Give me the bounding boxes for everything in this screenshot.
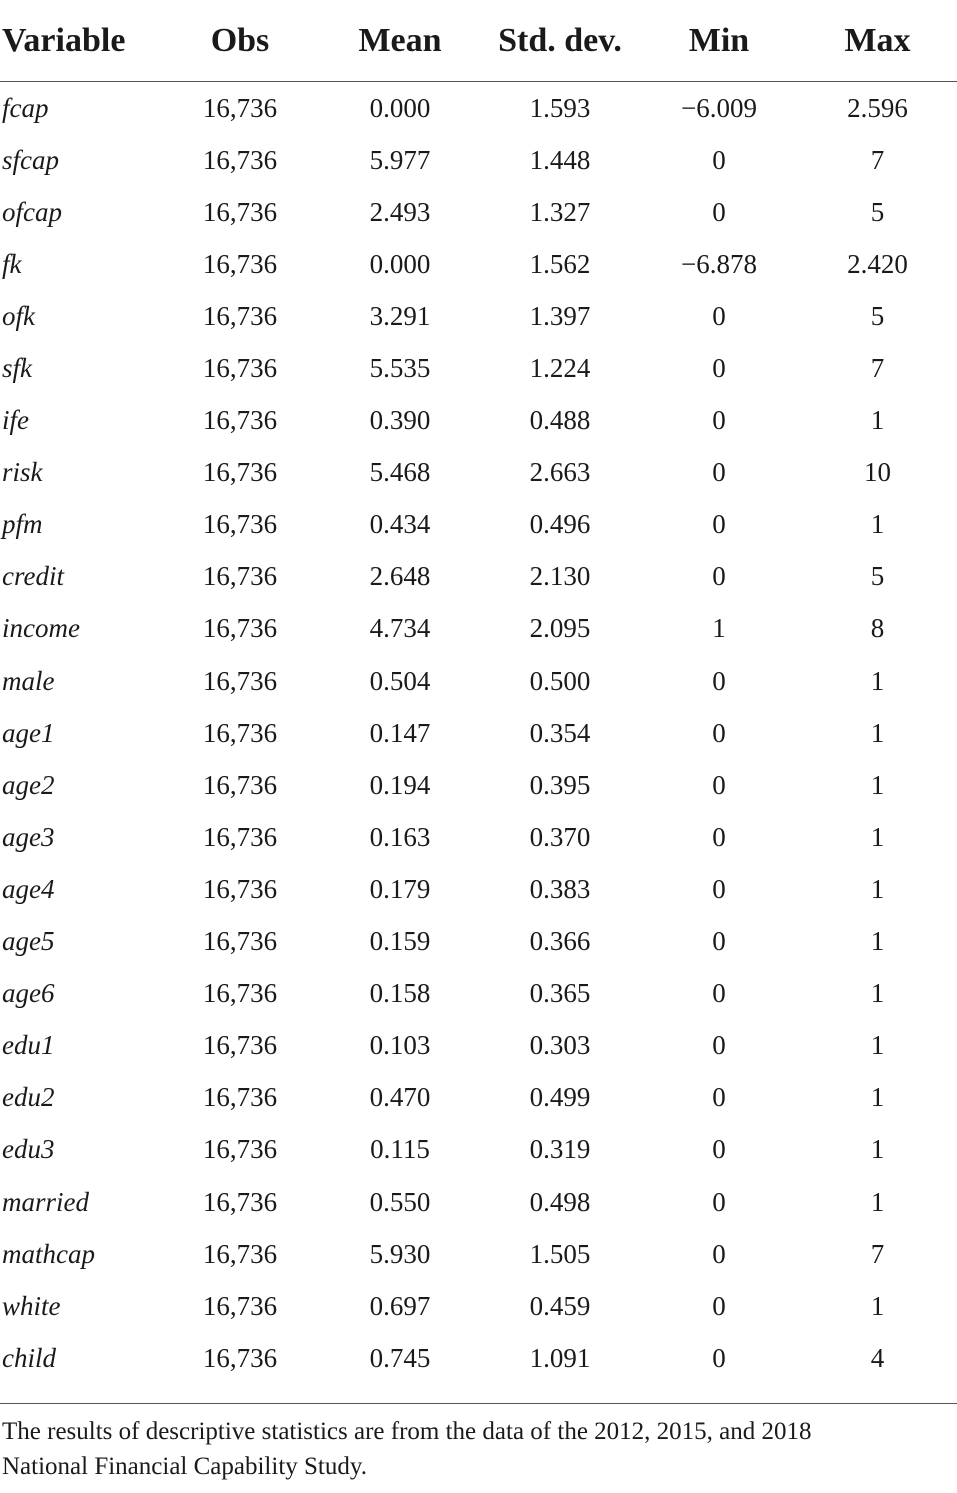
cell-mean: 0.697 (369, 1290, 431, 1321)
cell-std-dev: 0.499 (529, 1082, 591, 1113)
cell-variable: male (2, 665, 55, 696)
cell-variable: fcap (2, 92, 49, 123)
cell-obs: 16,736 (202, 405, 278, 436)
cell-variable: ofcap (2, 196, 62, 227)
table-row (0, 186, 957, 238)
column-header-std-dev: Std. dev. (480, 0, 640, 82)
cell-obs: 16,736 (202, 978, 278, 1009)
cell-min: 0 (712, 769, 726, 800)
cell-mean: 0.159 (369, 926, 431, 957)
table-row (0, 1280, 957, 1332)
cell-max: 1 (870, 405, 885, 436)
cell-std-dev: 0.500 (529, 665, 591, 696)
cell-min: 0 (712, 1342, 726, 1373)
cell-obs: 16,736 (202, 1290, 278, 1321)
cell-obs: 16,736 (202, 1238, 278, 1269)
table-row (0, 395, 957, 447)
cell-variable: age6 (2, 978, 55, 1009)
cell-obs: 16,736 (202, 926, 278, 957)
cell-min: 0 (712, 1030, 726, 1061)
cell-obs: 16,736 (202, 248, 278, 279)
cell-variable: age4 (2, 873, 55, 904)
cell-obs: 16,736 (202, 353, 278, 384)
cell-obs: 16,736 (202, 1082, 278, 1113)
cell-mean: 5.977 (369, 144, 431, 175)
cell-min: 0 (712, 561, 726, 592)
cell-variable: sfk (2, 353, 32, 384)
table-row (0, 1332, 957, 1384)
cell-obs: 16,736 (202, 613, 278, 644)
cell-max: 7 (870, 144, 885, 175)
cell-mean: 5.468 (369, 457, 431, 488)
cell-std-dev: 1.224 (529, 353, 591, 384)
column-header-min: Min (640, 0, 798, 82)
cell-std-dev: 0.354 (529, 717, 591, 748)
column-header-max: Max (798, 0, 957, 82)
cell-obs: 16,736 (202, 300, 278, 331)
cell-obs: 16,736 (202, 717, 278, 748)
cell-variable: edu1 (2, 1030, 55, 1061)
table-row (0, 759, 957, 811)
cell-variable: white (2, 1290, 61, 1321)
cell-obs: 16,736 (202, 1186, 278, 1217)
cell-std-dev: 0.370 (529, 821, 591, 852)
cell-min: −6.878 (681, 248, 757, 279)
cell-obs: 16,736 (202, 1134, 278, 1165)
cell-variable: mathcap (2, 1238, 95, 1269)
column-header-mean: Mean (320, 0, 480, 82)
table-row (0, 82, 957, 135)
cell-max: 5 (870, 196, 885, 227)
cell-obs: 16,736 (202, 561, 278, 592)
cell-variable: age5 (2, 926, 55, 957)
cell-mean: 0.000 (369, 248, 431, 279)
cell-std-dev: 0.459 (529, 1290, 591, 1321)
cell-variable: sfcap (2, 144, 59, 175)
cell-max: 7 (870, 1238, 885, 1269)
cell-min: 0 (712, 144, 726, 175)
cell-mean: 0.115 (370, 1134, 430, 1165)
cell-min: 0 (712, 457, 726, 488)
table-row (0, 342, 957, 394)
cell-std-dev: 0.488 (529, 405, 591, 436)
cell-max: 2.596 (847, 92, 908, 123)
cell-min: 0 (712, 300, 726, 331)
cell-std-dev: 2.663 (529, 457, 591, 488)
cell-mean: 4.734 (369, 613, 431, 644)
table-row (0, 290, 957, 342)
cell-max: 8 (870, 613, 885, 644)
table-row (0, 1072, 957, 1124)
cell-std-dev: 0.319 (529, 1134, 591, 1165)
table-row (0, 863, 957, 915)
cell-mean: 0.434 (369, 509, 431, 540)
cell-obs: 16,736 (202, 144, 278, 175)
table-row (0, 916, 957, 968)
cell-max: 10 (864, 457, 891, 488)
cell-max: 1 (870, 873, 885, 904)
table-row (0, 707, 957, 759)
cell-variable: ofk (2, 300, 35, 331)
cell-max: 1 (870, 1082, 885, 1113)
cell-mean: 0.179 (369, 873, 431, 904)
cell-min: 0 (712, 665, 726, 696)
column-header-variable: Variable (0, 0, 160, 82)
cell-obs: 16,736 (202, 92, 278, 123)
cell-obs: 16,736 (202, 509, 278, 540)
table-bottom-rule (0, 1403, 957, 1404)
table-row (0, 1124, 957, 1176)
cell-std-dev: 1.397 (529, 300, 591, 331)
cell-obs: 16,736 (202, 457, 278, 488)
cell-std-dev: 1.091 (529, 1342, 591, 1373)
table-row (0, 1020, 957, 1072)
cell-std-dev: 1.448 (529, 144, 591, 175)
cell-obs: 16,736 (202, 196, 278, 227)
cell-std-dev: 1.562 (529, 248, 591, 279)
cell-max: 5 (870, 561, 885, 592)
cell-obs: 16,736 (202, 665, 278, 696)
cell-std-dev: 0.395 (529, 769, 591, 800)
cell-mean: 0.470 (369, 1082, 431, 1113)
cell-mean: 0.147 (369, 717, 431, 748)
cell-max: 5 (870, 300, 885, 331)
cell-mean: 0.745 (369, 1342, 431, 1373)
cell-max: 7 (870, 353, 885, 384)
cell-max: 1 (870, 821, 885, 852)
cell-min: 0 (712, 1134, 726, 1165)
table-body (0, 82, 957, 1385)
cell-mean: 0.000 (369, 92, 431, 123)
cell-obs: 16,736 (202, 1342, 278, 1373)
cell-std-dev: 0.496 (529, 509, 591, 540)
cell-std-dev: 1.505 (529, 1238, 591, 1269)
cell-max: 1 (870, 509, 885, 540)
cell-variable: edu2 (2, 1082, 55, 1113)
cell-min: 0 (712, 717, 726, 748)
cell-max: 1 (870, 717, 885, 748)
table-row (0, 447, 957, 499)
table-header (0, 0, 957, 82)
cell-std-dev: 2.130 (529, 561, 591, 592)
cell-min: 0 (712, 821, 726, 852)
cell-mean: 0.390 (369, 405, 431, 436)
cell-max: 1 (870, 665, 885, 696)
table-row (0, 499, 957, 551)
cell-mean: 5.535 (369, 353, 431, 384)
cell-variable: age1 (2, 717, 55, 748)
cell-variable: risk (2, 457, 43, 488)
cell-obs: 16,736 (202, 1030, 278, 1061)
cell-max: 1 (870, 926, 885, 957)
cell-obs: 16,736 (202, 769, 278, 800)
cell-mean: 0.550 (369, 1186, 431, 1217)
cell-variable: fk (2, 248, 22, 279)
cell-min: 0 (712, 509, 726, 540)
cell-max: 1 (870, 1134, 885, 1165)
cell-mean: 3.291 (369, 300, 431, 331)
table-row (0, 811, 957, 863)
cell-mean: 2.648 (369, 561, 431, 592)
cell-max: 1 (870, 978, 885, 1009)
cell-std-dev: 0.365 (529, 978, 591, 1009)
table-row (0, 1176, 957, 1228)
cell-min: 0 (712, 405, 726, 436)
cell-variable: edu3 (2, 1134, 55, 1165)
cell-max: 1 (870, 769, 885, 800)
cell-variable: age3 (2, 821, 55, 852)
cell-variable: age2 (2, 769, 55, 800)
cell-max: 1 (870, 1186, 885, 1217)
cell-variable: credit (2, 561, 64, 592)
cell-mean: 0.163 (369, 821, 431, 852)
cell-mean: 0.504 (369, 665, 431, 696)
table-row (0, 1228, 957, 1280)
cell-min: 0 (712, 196, 726, 227)
cell-variable: pfm (2, 509, 43, 540)
cell-std-dev: 0.383 (529, 873, 591, 904)
cell-min: 0 (712, 1186, 726, 1217)
cell-variable: ife (2, 405, 29, 436)
column-header-obs: Obs (160, 0, 320, 82)
cell-mean: 2.493 (369, 196, 431, 227)
cell-mean: 0.158 (369, 978, 431, 1009)
cell-max: 1 (870, 1290, 885, 1321)
cell-obs: 16,736 (202, 873, 278, 904)
cell-std-dev: 0.498 (529, 1186, 591, 1217)
cell-min: 0 (712, 873, 726, 904)
table-row (0, 968, 957, 1020)
table-row (0, 603, 957, 655)
cell-std-dev: 0.366 (529, 926, 591, 957)
cell-std-dev: 1.593 (529, 92, 591, 123)
cell-std-dev: 2.095 (529, 613, 591, 644)
table-row (0, 134, 957, 186)
table-row (0, 655, 957, 707)
cell-obs: 16,736 (202, 821, 278, 852)
cell-variable: income (2, 613, 80, 644)
table-row (0, 551, 957, 603)
cell-mean: 0.103 (369, 1030, 431, 1061)
cell-min: 0 (712, 926, 726, 957)
cell-variable: child (2, 1342, 56, 1373)
cell-min: 0 (712, 1082, 726, 1113)
cell-min: −6.009 (681, 92, 757, 123)
cell-min: 0 (712, 1290, 726, 1321)
cell-mean: 5.930 (369, 1238, 431, 1269)
cell-min: 0 (712, 353, 726, 384)
table-row (0, 238, 957, 290)
cell-std-dev: 0.303 (529, 1030, 591, 1061)
cell-max: 1 (870, 1030, 885, 1061)
cell-min: 0 (712, 978, 726, 1009)
cell-min: 0 (712, 1238, 726, 1269)
table-note: The results of descriptive statistics are from the data of the 2012, 2015, and 2018 National Financial Capability Study. (2, 1418, 812, 1480)
cell-mean: 0.194 (369, 769, 431, 800)
header-row (0, 0, 957, 82)
cell-max: 2.420 (847, 248, 908, 279)
cell-std-dev: 1.327 (529, 196, 591, 227)
cell-variable: married (2, 1186, 89, 1217)
cell-max: 4 (870, 1342, 885, 1373)
cell-min: 1 (712, 613, 726, 644)
